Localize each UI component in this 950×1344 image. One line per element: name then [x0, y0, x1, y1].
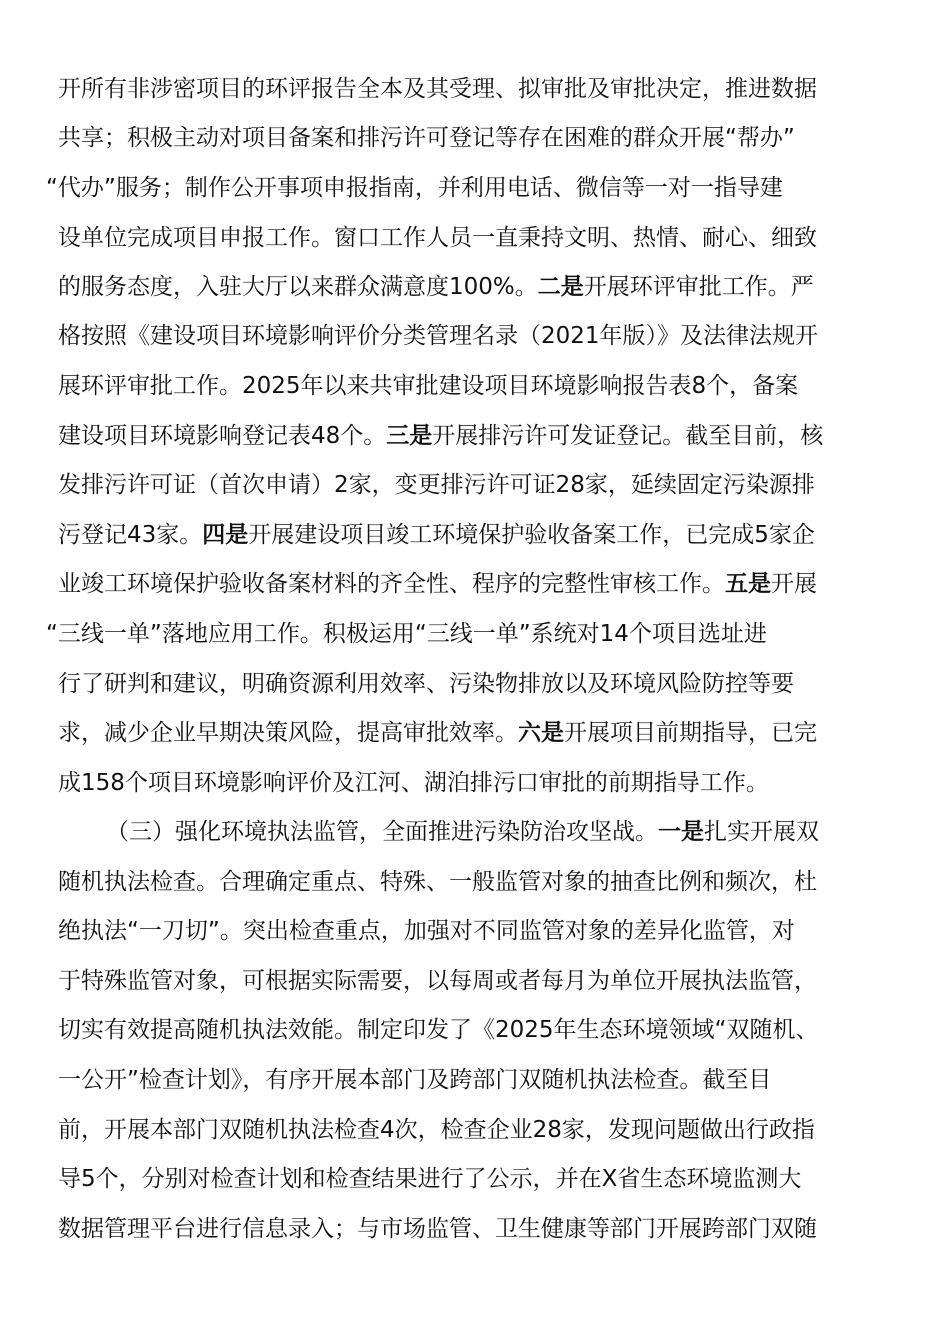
text-run: 污登记43家。: [58, 522, 203, 548]
text-run: 开所有非涉密项目的环评报告全本及其受理、拟审批及审批决定，推进数据: [58, 76, 817, 102]
text-line: [58, 416, 898, 456]
text-line: [58, 664, 898, 704]
text-run: 发排污许可证（首次申请）2家，变更排污许可证28家，延续固定污染源排: [58, 472, 815, 498]
text-line: [58, 911, 898, 951]
text-run: 展环评审批工作。2025年以来共审批建设项目环境影响报告表8个，备案: [58, 373, 799, 399]
text-line: [58, 69, 898, 109]
text-run: “三线一单”落地应用工作。积极运用“三线一单”系统对14个项目选址进: [46, 621, 767, 647]
text-run: 开展环评审批工作。严: [583, 274, 814, 300]
bold-keyword: 四是: [202, 522, 249, 548]
text-line: [58, 218, 898, 258]
text-run: 绝执法“一刀切”。突出检查重点，加强对不同监管对象的差异化监管，对: [58, 918, 795, 944]
text-run: 的服务态度，入驻大厅以来群众满意度100%。: [58, 274, 538, 300]
bold-keyword: 三是: [386, 423, 433, 449]
text-line: [58, 1060, 898, 1100]
text-run: 一公开”检查计划》，有序开展本部门及跨部门双随机执法检查。截至目: [58, 1067, 772, 1093]
bold-keyword: 一是: [658, 819, 704, 845]
text-run: 开展排污许可发证登记。截至目前，核: [432, 423, 824, 449]
text-run: 行了研判和建议，明确资源利用效率、污染物排放以及环境风险防控等要: [58, 671, 794, 697]
text-line: [58, 1209, 898, 1249]
text-run: 业竣工环境保护验收备案材料的齐全性、程序的完整性审核工作。: [58, 571, 725, 597]
text-line: [58, 564, 898, 604]
text-run: 开展: [771, 571, 817, 597]
text-run: 数据管理平台进行信息录入；与市场监管、卫生健康等部门开展跨部门双随: [58, 1216, 817, 1242]
text-run: “代办”服务；制作公开事项申报指南，并利用电话、微信等一对一指导建: [46, 175, 783, 201]
text-line: [46, 168, 898, 208]
text-run: 切实有效提高随机执法效能。制定印发了《2025年生态环境领域“双随机、: [58, 1017, 819, 1043]
text-run: 求，减少企业早期决策风险，提高审批效率。: [58, 720, 518, 746]
text-line: [46, 614, 898, 654]
text-run: 开展项目前期指导，已完: [564, 720, 817, 746]
text-line: [58, 862, 898, 902]
text-line: [58, 763, 898, 803]
text-run: 开展建设项目竣工环境保护验收备案工作，已完成5家企: [248, 522, 815, 548]
text-line: [58, 1110, 898, 1150]
text-line: [58, 1010, 898, 1050]
text-run: 于特殊监管对象，可根据实际需要，以每周或者每月为单位开展执法监管，: [58, 968, 817, 994]
text-run: 前，开展本部门双随机执法检查4次，检查企业28家，发现问题做出行政指: [58, 1117, 815, 1143]
text-line: [58, 118, 898, 158]
text-run: 扎实开展双: [704, 819, 819, 845]
text-run: 格按照《建设项目环境影响评价分类管理名录（2021年版）》及法律法规开: [58, 323, 819, 349]
text-run: 共享；积极主动对项目备案和排污许可登记等存在困难的群众开展“帮办”: [58, 125, 795, 151]
text-run: 导5个，分别对检查计划和检查结果进行了公示，并在X省生态环境监测大: [58, 1166, 802, 1192]
section-heading-line: [106, 812, 896, 852]
text-line: [58, 267, 898, 307]
text-line: [58, 961, 898, 1001]
text-line: [58, 465, 898, 505]
bold-keyword: 二是: [537, 274, 584, 300]
text-run: 建设项目环境影响登记表48个。: [58, 423, 387, 449]
text-line: [58, 515, 898, 555]
bold-keyword: 五是: [725, 571, 771, 597]
text-line: [58, 316, 898, 356]
bold-keyword: 六是: [518, 720, 564, 746]
text-run: 成158个项目环境影响评价及江河、湖泊排污口审批的前期指导工作。: [58, 770, 769, 796]
text-run: 随机执法检查。合理确定重点、特殊、一般监管对象的抽查比例和频次，杜: [58, 869, 817, 895]
text-line: [58, 1159, 898, 1199]
text-line: [58, 366, 898, 406]
text-line: [58, 713, 898, 753]
text-run: （三）强化环境执法监管，全面推进污染防治攻坚战。: [106, 819, 658, 845]
text-run: 设单位完成项目申报工作。窗口工作人员一直秉持文明、热情、耐心、细致: [58, 225, 817, 251]
